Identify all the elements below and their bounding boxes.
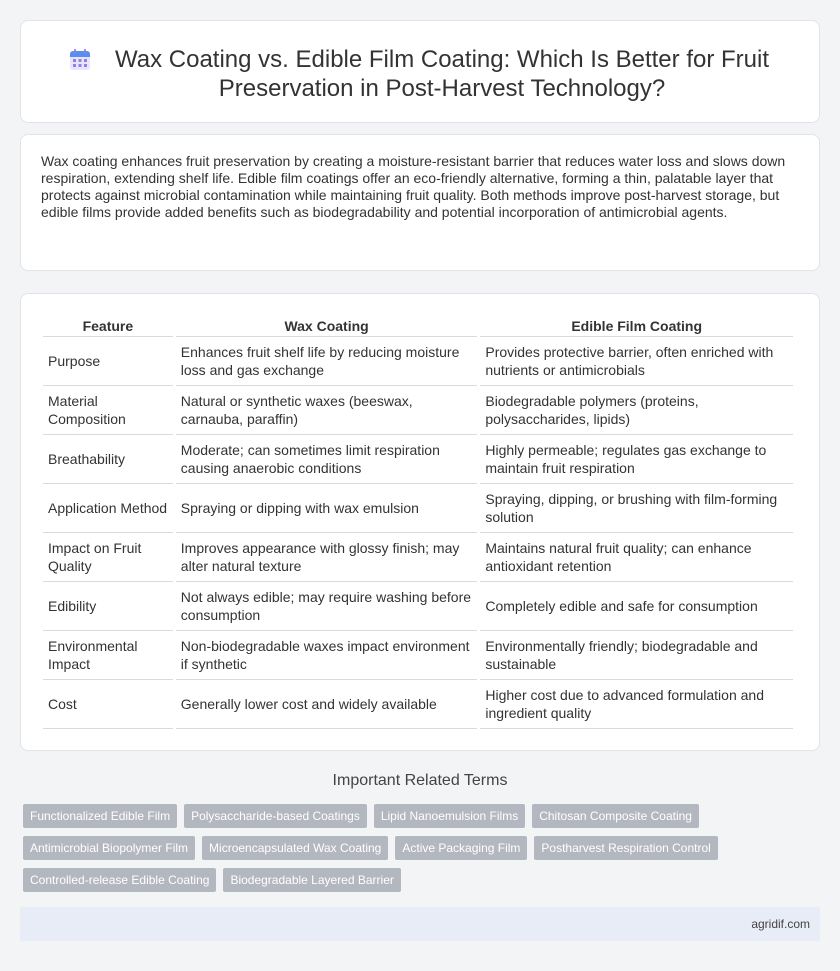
tag-antimicrobial-biopolymer-film[interactable]: Antimicrobial Biopolymer Film xyxy=(23,836,195,860)
table-header-row xyxy=(43,313,793,337)
table-row xyxy=(43,680,793,729)
feature-cell: Purpose xyxy=(43,337,173,386)
page-title: Wax Coating vs. Edible Film Coating: Which Is Better for Fruit Preservation in Post-Harvest Technology? xyxy=(115,46,769,102)
wax-cell: Natural or synthetic waxes (beeswax, carnauba, paraffin) xyxy=(176,386,478,435)
tag-active-packaging-film[interactable]: Active Packaging Film xyxy=(395,836,527,860)
wax-cell: Improves appearance with glossy finish; may alter natural texture xyxy=(176,533,478,582)
comparison-table xyxy=(40,313,796,729)
tag-biodegradable-layered-barrier[interactable]: Biodegradable Layered Barrier xyxy=(223,868,400,892)
feature-cell: Application Method xyxy=(43,484,173,533)
wax-cell: Not always edible; may require washing before consumption xyxy=(176,582,478,631)
tag-lipid-nanoemulsion-films[interactable]: Lipid Nanoemulsion Films xyxy=(374,804,525,828)
edible-cell: Environmentally friendly; biodegradable and sustainable xyxy=(480,631,793,680)
tag-postharvest-respiration-control[interactable]: Postharvest Respiration Control xyxy=(534,836,717,860)
title-card xyxy=(20,20,820,123)
related-terms-tags xyxy=(23,804,823,900)
header-feature: Feature xyxy=(43,313,173,337)
feature-cell: Breathability xyxy=(43,435,173,484)
edible-cell: Biodegradable polymers (proteins, polysaccharides, lipids) xyxy=(480,386,793,435)
table-row xyxy=(43,533,793,582)
intro-card xyxy=(20,134,820,271)
header-wax-coating: Wax Coating xyxy=(176,313,478,337)
wax-cell: Moderate; can sometimes limit respiration causing anaerobic conditions xyxy=(176,435,478,484)
intro-paragraph: Wax coating enhances fruit preservation by creating a moisture-resistant barrier that reduces water loss and slows down respiration, extending shelf life. Edible film coatings offer an eco-friendly alternative, forming a thin, palatable layer that protects against microbial contamination while maintaining fruit quality. Both methods improve post-harvest storage, but edible films provide added benefits such as biodegradability and potential incorporation of antimicrobial agents. xyxy=(41,153,786,220)
tag-controlled-release-edible-coating[interactable]: Controlled-release Edible Coating xyxy=(23,868,216,892)
feature-cell: Impact on Fruit Quality xyxy=(43,533,173,582)
feature-cell: Cost xyxy=(43,680,173,729)
edible-cell: Completely edible and safe for consumption xyxy=(480,582,793,631)
edible-cell: Maintains natural fruit quality; can enhance antioxidant retention xyxy=(480,533,793,582)
related-terms-heading: Important Related Terms xyxy=(332,772,508,789)
tag-row xyxy=(23,868,823,892)
wax-cell: Non-biodegradable waxes impact environment if synthetic xyxy=(176,631,478,680)
tag-microencapsulated-wax-coating[interactable]: Microencapsulated Wax Coating xyxy=(202,836,388,860)
tag-functionalized-edible-film[interactable]: Functionalized Edible Film xyxy=(23,804,177,828)
header-edible-film-coating: Edible Film Coating xyxy=(480,313,793,337)
edible-cell: Spraying, dipping, or brushing with film-forming solution xyxy=(480,484,793,533)
footer-site-link[interactable]: agridif.com xyxy=(751,917,810,931)
wax-cell: Spraying or dipping with wax emulsion xyxy=(176,484,478,533)
edible-cell: Provides protective barrier, often enriched with nutrients or antimicrobials xyxy=(480,337,793,386)
tag-row xyxy=(23,836,823,860)
comparison-card xyxy=(20,293,820,751)
edible-cell: Highly permeable; regulates gas exchange to maintain fruit respiration xyxy=(480,435,793,484)
tag-row xyxy=(23,804,823,828)
table-row xyxy=(43,484,793,533)
table-row xyxy=(43,582,793,631)
table-row xyxy=(43,435,793,484)
title-wrap xyxy=(21,21,819,103)
feature-cell: Material Composition xyxy=(43,386,173,435)
tag-chitosan-composite-coating[interactable]: Chitosan Composite Coating xyxy=(532,804,699,828)
table-row xyxy=(43,386,793,435)
tag-polysaccharide-based-coatings[interactable]: Polysaccharide-based Coatings xyxy=(184,804,367,828)
table-row xyxy=(43,631,793,680)
footer-bar xyxy=(20,907,820,941)
table-row xyxy=(43,337,793,386)
calendar-icon xyxy=(68,48,92,77)
wax-cell: Generally lower cost and widely available xyxy=(176,680,478,729)
edible-cell: Higher cost due to advanced formulation and ingredient quality xyxy=(480,680,793,729)
wax-cell: Enhances fruit shelf life by reducing moisture loss and gas exchange xyxy=(176,337,478,386)
feature-cell: Edibility xyxy=(43,582,173,631)
feature-cell: Environmental Impact xyxy=(43,631,173,680)
